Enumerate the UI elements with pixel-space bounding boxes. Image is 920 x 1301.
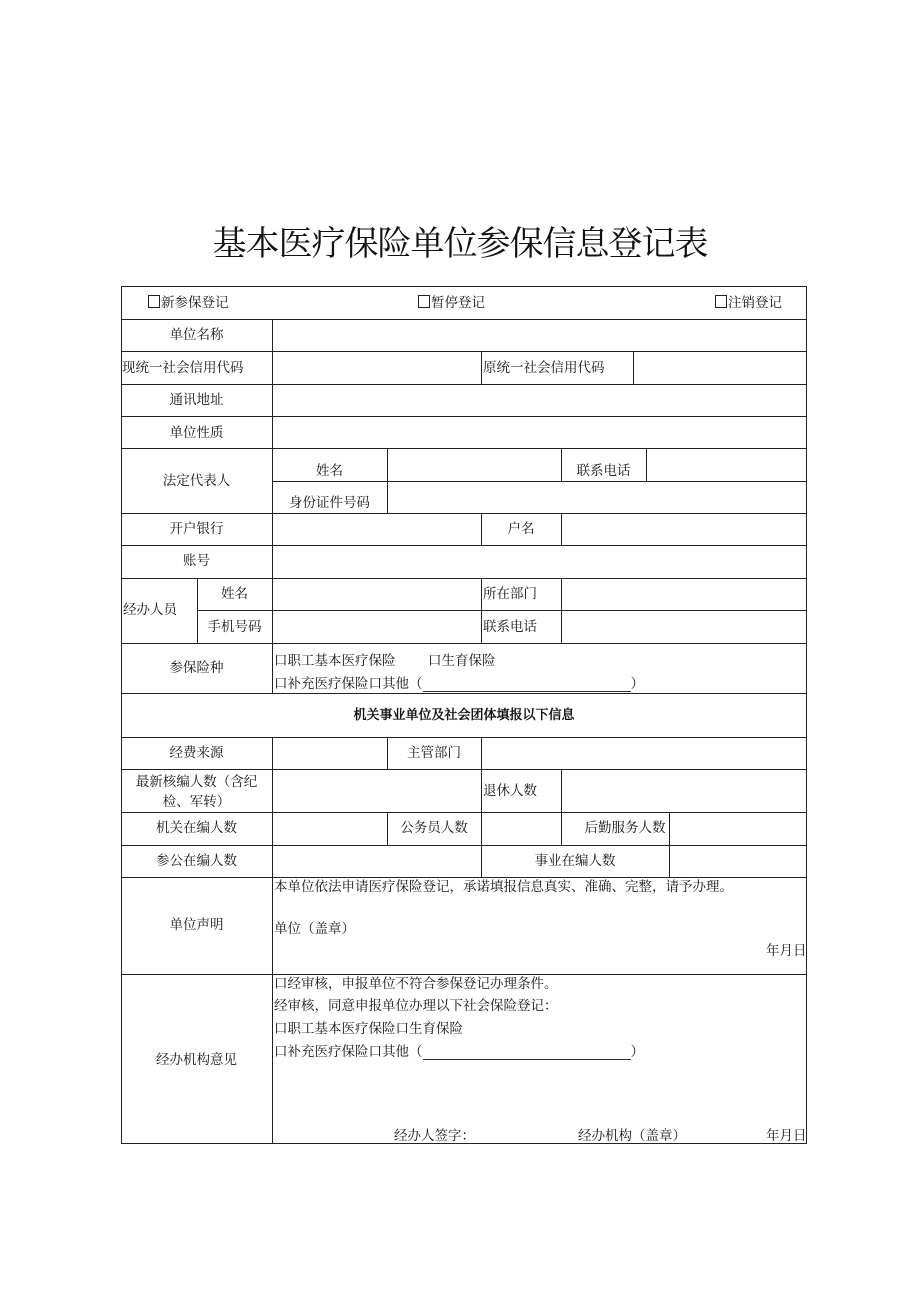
- bank-label: 开户银行: [169, 521, 224, 537]
- suspend-registration-checkbox[interactable]: [418, 295, 485, 311]
- department-field[interactable]: [562, 579, 806, 610]
- address-field[interactable]: [273, 385, 806, 416]
- declaration-seal: 单位（盖章）: [274, 921, 355, 937]
- account-number-label: 账号: [183, 553, 210, 569]
- checkbox-box-icon: [148, 295, 160, 308]
- unit-name-label: 单位名称: [169, 327, 224, 343]
- section-header: 机关事业单位及社会团体填报以下信息: [353, 708, 575, 723]
- legal-rep-id-label: 身份证件号码: [289, 495, 370, 511]
- legal-rep-id-field[interactable]: [388, 482, 806, 513]
- page-title: 基本医疗保险单位参保信息登记表: [212, 224, 708, 264]
- handler-label: 经办人员: [123, 602, 177, 618]
- unit-nature-label: 单位性质: [169, 425, 224, 441]
- institution-staff-field[interactable]: [670, 846, 806, 877]
- civil-servants-label: 公务员人数: [400, 820, 468, 836]
- funding-source-field[interactable]: [273, 738, 387, 769]
- address-label: 通讯地址: [169, 392, 224, 408]
- latest-staff-label-line2: 检、军转）: [162, 794, 231, 810]
- declaration-date: 年月日: [766, 943, 807, 959]
- maternity-insurance-option[interactable]: 口生育保险: [428, 653, 496, 669]
- agency-other-blank[interactable]: [423, 1045, 631, 1060]
- old-credit-code-label: 原统一社会信用代码: [483, 360, 605, 376]
- supplement-insurance-option[interactable]: [274, 676, 644, 692]
- account-number-field[interactable]: [273, 546, 806, 578]
- legal-rep-phone-label: 联系电话: [576, 463, 631, 479]
- latest-staff-field[interactable]: [273, 770, 481, 812]
- agency-reject-option[interactable]: 口经审核，申报单位不符合参保登记办理条件。: [274, 976, 558, 992]
- declaration-text: 本单位依法申请医疗保险登记，承诺填报信息真实、准确、完整，请予办理。: [274, 879, 733, 895]
- mobile-field[interactable]: [273, 611, 481, 643]
- legal-rep-label: 法定代表人: [162, 473, 231, 489]
- cancel-registration-checkbox[interactable]: [715, 295, 782, 311]
- institution-staff-label: 事业在编人数: [534, 853, 616, 869]
- legal-rep-name-field[interactable]: [388, 449, 561, 481]
- handler-signature-label: 经办人签字：: [394, 1128, 475, 1144]
- account-name-field[interactable]: [562, 514, 806, 545]
- handler-name-field[interactable]: [273, 579, 481, 610]
- latest-staff-label-line1: 最新核编人数（含纪: [135, 774, 258, 790]
- ref-staff-label: 参公在编人数: [156, 853, 237, 869]
- agency-opinion-label: 经办机构意见: [156, 1052, 237, 1068]
- funding-source-label: 经费来源: [169, 745, 224, 761]
- new-credit-code-field[interactable]: [273, 352, 481, 384]
- other-close-paren: ）: [630, 676, 644, 692]
- agency-other-close-paren: ）: [630, 1044, 644, 1060]
- agency-basic-maternity-options[interactable]: 口职工基本医疗保险口生育保险: [274, 1021, 463, 1037]
- agency-seal-label: 经办机构（盖章）: [578, 1128, 686, 1144]
- mobile-label: 手机号码: [207, 619, 262, 635]
- checkbox-box-icon: [715, 295, 727, 308]
- department-label: 所在部门: [483, 586, 537, 602]
- unit-nature-field[interactable]: [273, 417, 806, 448]
- logistics-label: 后勤服务人数: [584, 820, 666, 836]
- gov-staff-label: 机关在编人数: [156, 820, 237, 836]
- basic-insurance-option[interactable]: 口职工基本医疗保险: [274, 653, 396, 669]
- supervisor-field[interactable]: [482, 738, 806, 769]
- supplement-option-label: 口补充医疗保险口其他（: [274, 676, 423, 692]
- old-credit-code-field[interactable]: [634, 352, 806, 384]
- logistics-field[interactable]: [670, 813, 806, 845]
- account-name-label: 户名: [507, 521, 535, 537]
- suspend-registration-label: 暂停登记: [431, 295, 485, 311]
- retired-label: 退休人数: [483, 783, 537, 799]
- cancel-registration-label: 注销登记: [728, 295, 782, 311]
- legal-rep-phone-field[interactable]: [647, 449, 806, 481]
- new-registration-label: 新参保登记: [161, 295, 229, 311]
- agency-supplement-option[interactable]: [274, 1044, 644, 1060]
- bank-field[interactable]: [273, 514, 481, 545]
- declaration-label: 单位声明: [169, 917, 224, 933]
- insurance-types-label: 参保险种: [169, 660, 224, 676]
- gov-staff-field[interactable]: [273, 813, 387, 845]
- supervisor-label: 主管部门: [407, 745, 461, 761]
- ref-staff-field[interactable]: [273, 846, 481, 877]
- checkbox-box-icon: [418, 295, 430, 308]
- new-credit-code-label: 现统一社会信用代码: [122, 360, 244, 376]
- handler-phone-field[interactable]: [562, 611, 806, 643]
- unit-name-field[interactable]: [273, 320, 806, 351]
- agency-approve-text: 经审核，同意申报单位办理以下社会保险登记：: [274, 998, 558, 1014]
- other-insurance-blank[interactable]: [423, 677, 631, 692]
- civil-servants-field[interactable]: [482, 813, 561, 845]
- agency-supplement-label: 口补充医疗保险口其他（: [274, 1044, 423, 1060]
- legal-rep-name-label: 姓名: [316, 463, 343, 479]
- agency-date: 年月日: [766, 1128, 807, 1144]
- handler-phone-label: 联系电话: [483, 619, 537, 635]
- retired-field[interactable]: [562, 770, 806, 812]
- new-registration-checkbox[interactable]: [148, 295, 229, 311]
- handler-name-label: 姓名: [221, 586, 248, 602]
